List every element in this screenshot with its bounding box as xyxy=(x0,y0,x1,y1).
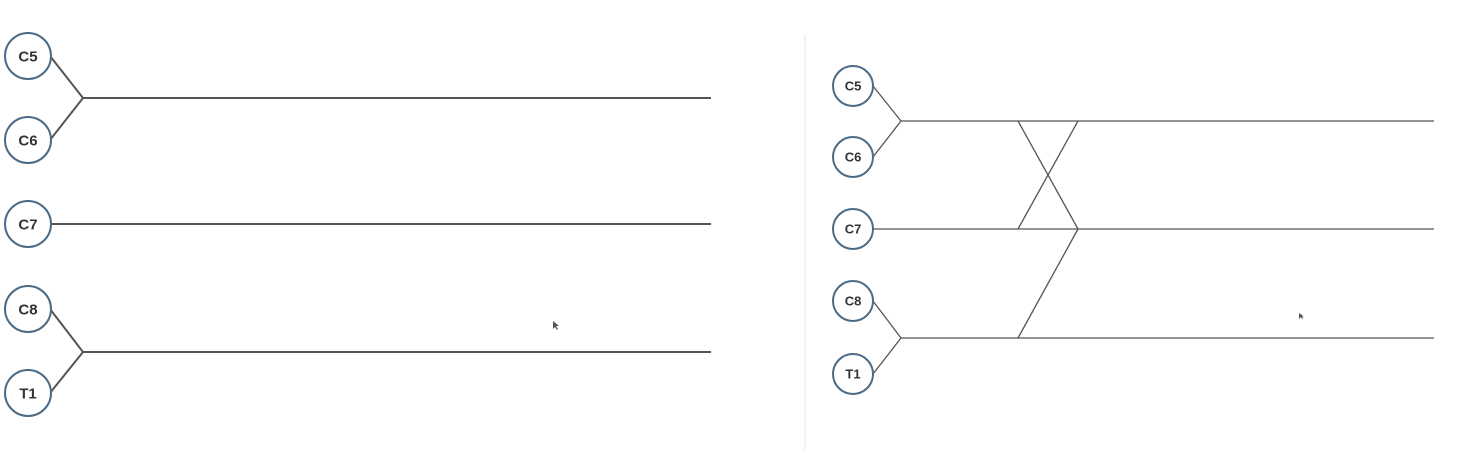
mouse-cursor-icon xyxy=(553,321,559,330)
left-diagram xyxy=(5,33,711,416)
right-node-t1-label: T1 xyxy=(845,366,861,382)
left-node-c8-label: C8 xyxy=(18,301,38,319)
right-lower-trunk-t1-branch xyxy=(873,338,901,374)
left-node-c5-label: C5 xyxy=(18,48,38,66)
left-node-c6-label: C6 xyxy=(18,132,38,150)
left-lower-trunk-t1-branch xyxy=(50,352,83,393)
right-upper-trunk-c5-branch xyxy=(873,86,901,121)
right-node-c8-label: C8 xyxy=(844,293,862,309)
left-lower-trunk-c8-branch xyxy=(50,309,83,352)
right-node-c6 xyxy=(833,137,873,177)
mouse-cursor-mark-icon xyxy=(1299,313,1304,319)
right-node-c5 xyxy=(833,66,873,106)
left-node-c7-label: C7 xyxy=(18,216,38,234)
left-upper-trunk-c5-branch xyxy=(50,56,83,98)
right-lower-trunk-c8-branch xyxy=(873,301,901,338)
left-node-t1-label: T1 xyxy=(19,385,37,403)
right-diagram xyxy=(833,66,1434,394)
left-node-c6 xyxy=(5,117,51,163)
left-node-c5 xyxy=(5,33,51,79)
right-node-c7 xyxy=(833,209,873,249)
right-middle-to-lower-division xyxy=(1018,229,1078,338)
left-node-c8 xyxy=(5,286,51,332)
left-upper-trunk-c6-branch xyxy=(50,98,83,140)
right-node-t1 xyxy=(833,354,873,394)
right-node-c6-label: C6 xyxy=(844,149,862,165)
right-node-c7-label: C7 xyxy=(844,221,862,237)
left-node-c7 xyxy=(5,201,51,247)
right-node-c8 xyxy=(833,281,873,321)
right-node-c5-label: C5 xyxy=(844,78,862,94)
right-upper-trunk-c6-branch xyxy=(873,121,901,157)
left-node-t1 xyxy=(5,370,51,416)
